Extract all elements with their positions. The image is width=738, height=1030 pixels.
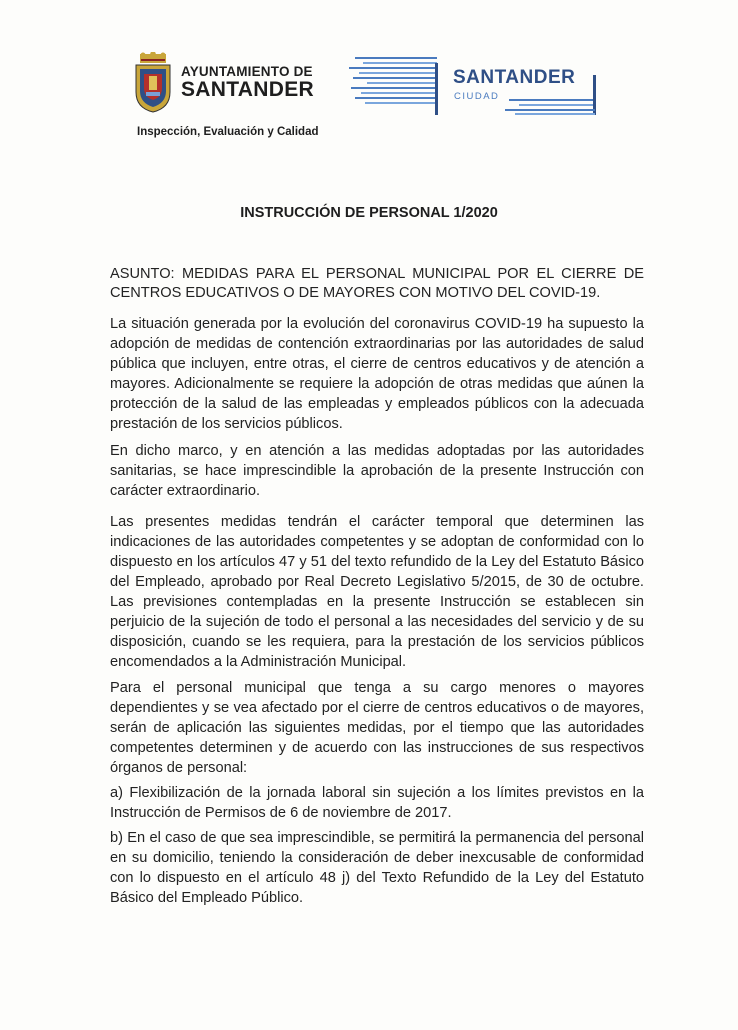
city-name: SANTANDER — [181, 78, 314, 102]
document-title: INSTRUCCIÓN DE PERSONAL 1/2020 — [240, 205, 498, 221]
subject-line-2: CENTROS EDUCATIVOS O DE MAYORES CON MOTIVO DEL COVID-19. — [110, 285, 601, 301]
ciudad-logo-wordmark: SANTANDER — [453, 67, 576, 88]
document-subject — [110, 265, 644, 303]
measure-b: b) En el caso de que sea imprescindible, se permitirá la permanencia del personal en su domicilio, teniendo la consideración de deber inexcusable de conformidad con lo dispuesto en el artículo 48 j) del Texto Refundido de la Ley del Estatuto Básico del Empleado Público. — [110, 830, 644, 906]
paragraph-context: La situación generada por la evolución del coronavirus COVID-19 ha supuesto la adopción de medidas de contención extraordinarias por las autoridades de salud pública que incluyen, entre otras, el cierre de centros educativos y de atención a mayores. Adicionalmente se requiere la adopción de otras medidas que aúnen la protección de la salud de las empleadas y empleados públicos con la adecuada prestación de los servicios públicos. — [110, 316, 644, 432]
ciudad-logo-subtitle: CIUDAD — [454, 91, 500, 102]
paragraph-scope: Para el personal municipal que tenga a su cargo menores o mayores dependientes y se vea afectado por el cierre de centros educativos o de mayores, serán de aplicación las siguientes medidas, por el tiempo que las autoridades competentes determinen y de acuerdo con las instrucciones de sus respectivos órganos de personal: — [110, 680, 644, 776]
measure-a: a) Flexibilización de la jornada laboral sin sujeción a los límites previstos en la Instrucción de Permisos de 6 de noviembre de 2017. — [110, 785, 644, 821]
ayuntamiento-logo — [133, 52, 314, 114]
department-name: Inspección, Evaluación y Calidad — [137, 126, 319, 138]
paragraph-legal-basis: Las presentes medidas tendrán el carácter temporal que determinen las indicaciones de las autoridades competentes y se adoptan de conformidad con lo dispuesto en los artículos 47 y 51 del texto refundido de la Ley del Estatuto Básico del Empleado, aprobado por Real Decreto Legislativo 5/2015, de 30 de octubre. Las previsiones contempladas en la presente Instrucción se establecen sin perjuicio de la sujeción de todo el personal a las necesidades del servicio y de su disposición, cuando se les requiera, para la prestación de los servicios públicos encomendados a la Administración Municipal. — [110, 514, 644, 670]
ayuntamiento-label: AYUNTAMIENTO DE — [181, 63, 313, 79]
subject-line-1: ASUNTO: MEDIDAS PARA EL PERSONAL MUNICIPAL POR EL CIERRE DE — [110, 266, 644, 282]
coat-of-arms-icon — [133, 52, 173, 114]
paragraph-framework: En dicho marco, y en atención a las medidas adoptadas por las autoridades sanitarias, se hace imprescindible la aprobación de la presente Instrucción con carácter extraordinario. — [110, 443, 644, 499]
santander-ciudad-logo — [349, 55, 611, 117]
